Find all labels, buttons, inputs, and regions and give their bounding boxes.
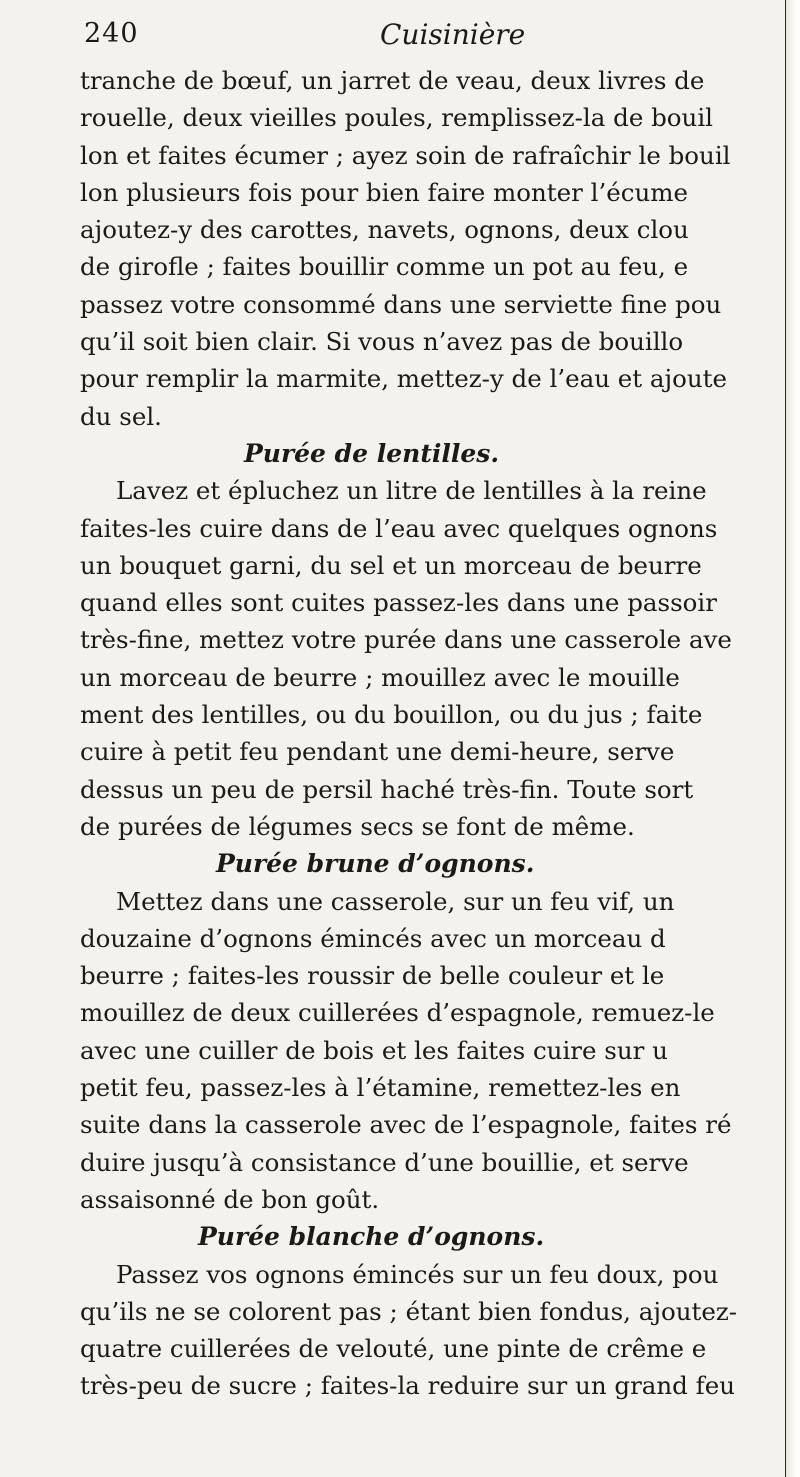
text-line: lon plusieurs fois pour bien faire monter l’écume: [80, 177, 688, 207]
text-line: qu’ils ne se colorent pas ; étant bien fondus, ajoutez-: [80, 1296, 738, 1326]
text-line: dessus un peu de persil haché très-fin. Toute sort: [80, 774, 694, 804]
page-number: 240: [84, 18, 139, 49]
text-line: duire jusqu’à consistance d’une bouillie, et serve: [80, 1147, 689, 1177]
running-title: Cuisinière: [380, 18, 526, 51]
text-line: Mettez dans une casserole, sur un feu vif, un: [116, 886, 675, 916]
text-line: qu’il soit bien clair. Si vous n’avez pas de bouillo: [80, 327, 684, 357]
text-line: assaisonné de bon goût.: [80, 1184, 380, 1214]
text-line: quatre cuillerées de velouté, une pinte de crême e: [80, 1334, 707, 1364]
text-line: tranche de bœuf, un jarret de veau, deux livres de: [80, 66, 705, 95]
text-line: douzaine d’ognons émincés avec un morceau d: [80, 923, 666, 953]
text-line: cuire à petit feu pendant une demi-heure, serve: [80, 737, 675, 767]
text-line: Lavez et épluchez un litre de lentilles à la reine: [116, 476, 707, 506]
text-line: du sel.: [80, 401, 162, 431]
text-line: quand elles sont cuites passez-les dans une passoir: [80, 588, 717, 618]
text-line: mouillez de deux cuillerées d’espagnole, remuez-le: [80, 998, 715, 1028]
text-line: Passez vos ognons émincés sur un feu doux, pou: [116, 1259, 719, 1289]
text-line: passez votre consommé dans une serviette fine pou: [80, 289, 722, 319]
body-text: [80, 62, 792, 1405]
text-line: faites-les cuire dans de l’eau avec quelques ognons: [80, 513, 718, 543]
text-line: très-peu de sucre ; faites-la reduire sur un grand feu: [80, 1371, 735, 1401]
text-line: avec une cuiller de bois et les faites cuire sur u: [80, 1035, 668, 1065]
text-line: ment des lentilles, ou du bouillon, ou du jus ; faite: [80, 700, 703, 730]
section-heading-puree-brune: Purée brune d’ognons.: [216, 849, 535, 879]
text-line: suite dans la casserole avec de l’espagnole, faites ré: [80, 1110, 732, 1140]
text-line: rouelle, deux vieilles poules, remplissez-la de bouil: [80, 103, 714, 133]
text-line: un bouquet garni, du sel et un morceau de beurre: [80, 550, 702, 580]
text-line: beurre ; faites-les roussir de belle couleur et le: [80, 961, 665, 991]
text-line: ajoutez-y des carottes, navets, ognons, deux clou: [80, 215, 689, 245]
section-heading-puree-blanche: Purée blanche d’ognons.: [198, 1222, 545, 1252]
section-heading-puree-lentilles: Purée de lentilles.: [244, 438, 500, 468]
text-line: pour remplir la marmite, mettez-y de l’eau et ajoute: [80, 364, 727, 394]
text-line: de purées de légumes secs se font de même.: [80, 811, 635, 841]
text-line: de girofle ; faites bouillir comme un pot au feu, e: [80, 252, 689, 282]
text-line: un morceau de beurre ; mouillez avec le mouille: [80, 662, 680, 692]
text-line: lon et faites écumer ; ayez soin de rafraîchir le bouil: [80, 140, 731, 170]
text-line: petit feu, passez-les à l’étamine, remettez-les en: [80, 1073, 681, 1103]
text-line: très-fine, mettez votre purée dans une casserole ave: [80, 625, 732, 655]
running-head: [80, 18, 800, 58]
